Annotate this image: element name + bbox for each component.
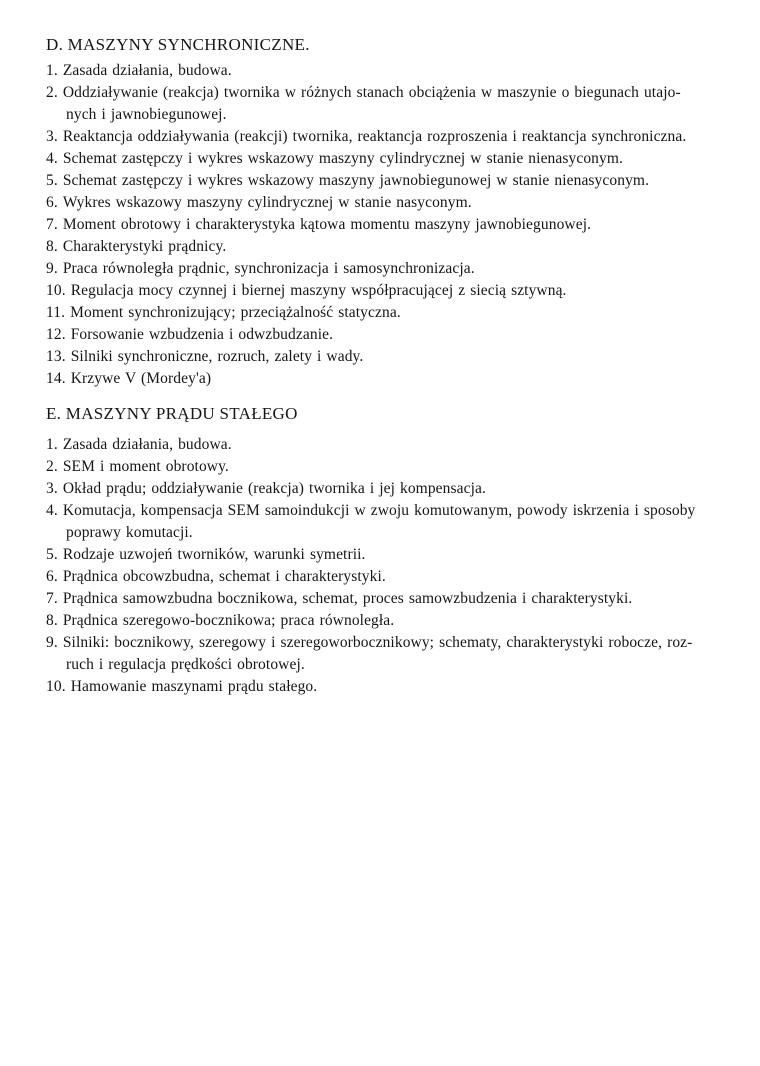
item-number: 2.	[46, 458, 58, 475]
list-item	[46, 544, 742, 566]
list-item	[46, 236, 742, 258]
section-heading: D. MASZYNY SYNCHRONICZNE.	[46, 35, 310, 54]
item-text: Schemat zastępczy i wykres wskazowy maszyny cylindrycznej w stanie nienasyconym.	[62, 150, 624, 167]
list-item	[46, 192, 742, 214]
item-number: 10.	[46, 678, 66, 695]
list-item	[46, 588, 742, 610]
item-text: Moment synchronizujący; przeciążalność statyczna.	[70, 304, 401, 321]
item-text: Zasada działania, budowa.	[62, 62, 232, 79]
item-text: Schemat zastępczy i wykres wskazowy maszyny jawnobiegunowej w stanie nienasyconym.	[62, 172, 650, 189]
section-synchronous-machines	[46, 34, 742, 390]
item-text: Silniki: bocznikowy, szeregowy i szeregoworbocznikowy; schematy, charakterystyki robocze, roz-	[62, 634, 693, 651]
list-item	[46, 170, 742, 192]
item-text: Hamowanie maszynami prądu stałego.	[70, 678, 318, 695]
list-item	[46, 82, 742, 126]
section-heading: E. MASZYNY PRĄDU STAŁEGO	[46, 404, 298, 423]
item-text: Praca równoległa prądnic, synchronizacja i samosynchronizacja.	[62, 260, 475, 277]
item-number: 7.	[46, 590, 58, 607]
item-number: 14.	[46, 370, 66, 387]
list-item	[46, 346, 742, 368]
item-number: 8.	[46, 612, 58, 629]
item-number: 11.	[46, 304, 66, 321]
item-number: 4.	[46, 502, 58, 519]
item-line	[46, 82, 742, 104]
item-text: Prądnica obcowzbudna, schemat i charakterystyki.	[62, 568, 386, 585]
list-item	[46, 368, 742, 390]
item-number: 4.	[46, 150, 58, 167]
list-item	[46, 632, 742, 676]
section-list	[46, 434, 742, 698]
item-number: 10.	[46, 282, 66, 299]
list-item	[46, 214, 742, 236]
item-text: Krzywe V (Mordey'a)	[70, 370, 212, 387]
item-text: SEM i moment obrotowy.	[62, 458, 229, 475]
list-item	[46, 500, 742, 544]
list-item	[46, 456, 742, 478]
list-item	[46, 126, 742, 148]
item-text: Okład prądu; oddziaływanie (reakcja) twornika i jej kompensacja.	[62, 480, 486, 497]
item-text-continuation: poprawy komutacji.	[66, 524, 193, 541]
item-number: 6.	[46, 194, 58, 211]
list-item	[46, 566, 742, 588]
list-item	[46, 676, 742, 698]
item-number: 5.	[46, 172, 58, 189]
item-number: 6.	[46, 568, 58, 585]
list-item	[46, 60, 742, 82]
item-number: 5.	[46, 546, 58, 563]
item-number: 8.	[46, 238, 58, 255]
list-item	[46, 302, 742, 324]
item-text: Zasada działania, budowa.	[62, 436, 232, 453]
item-line	[46, 500, 742, 522]
item-number: 13.	[46, 348, 66, 365]
list-item	[46, 324, 742, 346]
item-text: Forsowanie wzbudzenia i odwzbudzanie.	[70, 326, 334, 343]
item-number: 3.	[46, 128, 58, 145]
list-item	[46, 148, 742, 170]
item-number: 7.	[46, 216, 58, 233]
item-text: Oddziaływanie (reakcja) twornika w różnych stanach obciążenia w maszynie o biegunach utajo-	[62, 84, 681, 101]
item-number: 12.	[46, 326, 66, 343]
item-text: Prądnica szeregowo-bocznikowa; praca równoległa.	[62, 612, 395, 629]
list-item	[46, 478, 742, 500]
item-text: Reaktancja oddziaływania (reakcji) twornika, reaktancja rozproszenia i reaktancja synchroniczna.	[62, 128, 687, 145]
item-text-continuation: ruch i regulacja prędkości obrotowej.	[66, 656, 305, 673]
section-list	[46, 60, 742, 390]
item-line	[46, 632, 742, 654]
item-text-continuation: nych i jawnobiegunowej.	[66, 106, 227, 123]
item-number: 1.	[46, 436, 58, 453]
list-item	[46, 258, 742, 280]
item-text: Prądnica samowzbudna bocznikowa, schemat, proces samowzbudzenia i charakterystyki.	[62, 590, 633, 607]
item-number: 1.	[46, 62, 58, 79]
item-number: 3.	[46, 480, 58, 497]
section-dc-machines	[46, 403, 742, 698]
list-item	[46, 610, 742, 632]
item-text: Komutacja, kompensacja SEM samoindukcji w zwoju komutowanym, powody iskrzenia i sposoby	[62, 502, 696, 519]
item-text: Charakterystyki prądnicy.	[62, 238, 227, 255]
list-item	[46, 280, 742, 302]
item-number: 9.	[46, 260, 58, 277]
item-number: 2.	[46, 84, 58, 101]
list-item	[46, 434, 742, 456]
item-text: Moment obrotowy i charakterystyka kątowa momentu maszyny jawnobiegunowej.	[62, 216, 592, 233]
item-text: Rodzaje uzwojeń tworników, warunki symetrii.	[62, 546, 366, 563]
item-number: 9.	[46, 634, 58, 651]
item-text: Wykres wskazowy maszyny cylindrycznej w stanie nasyconym.	[62, 194, 472, 211]
item-text: Regulacja mocy czynnej i biernej maszyny współpracującej z siecią sztywną.	[70, 282, 567, 299]
item-text: Silniki synchroniczne, rozruch, zalety i wady.	[70, 348, 364, 365]
